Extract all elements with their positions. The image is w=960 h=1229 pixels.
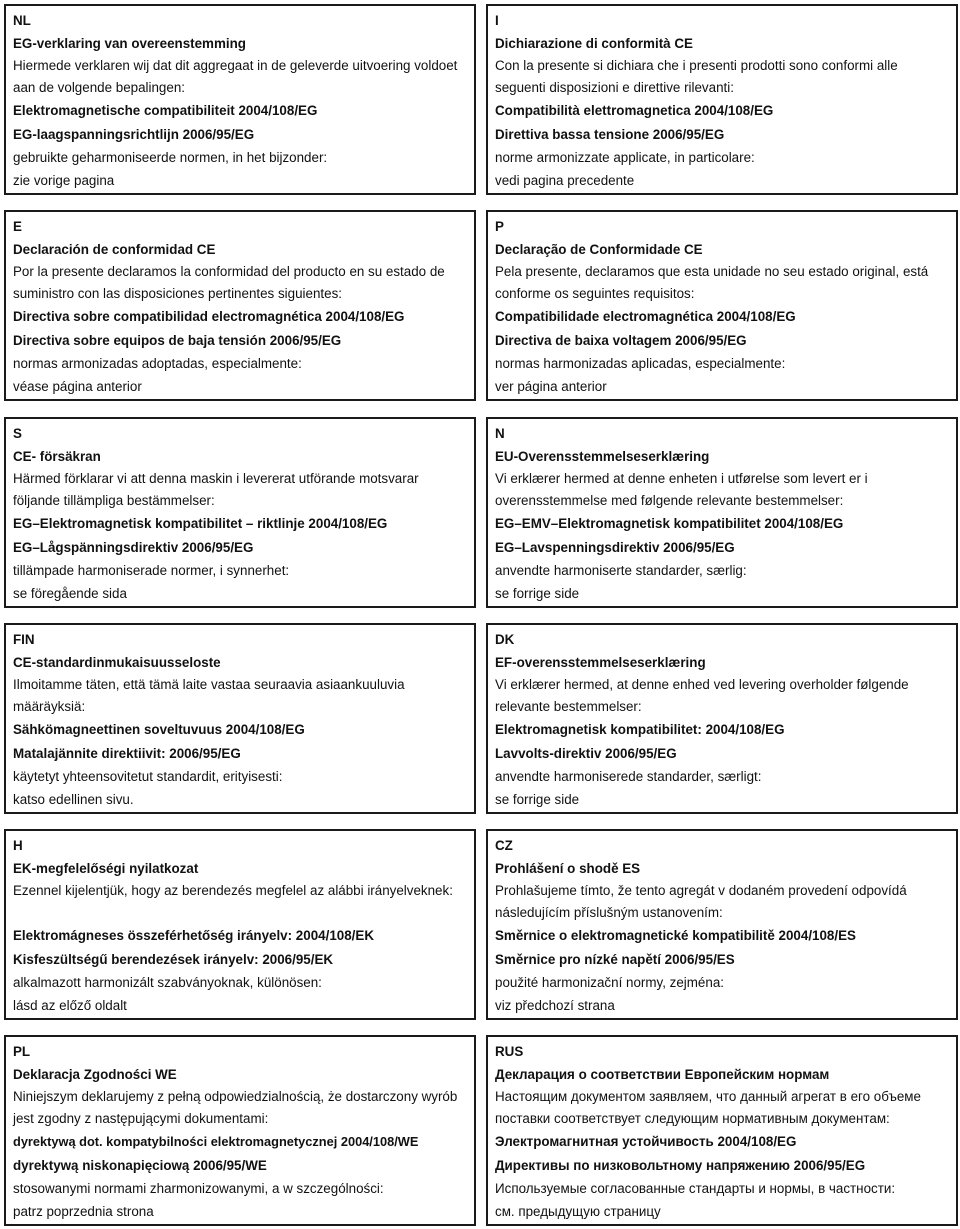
directive-emc: EG–EMV–Elektromagnetisk kompatibilitet 2004/108/EG <box>495 516 844 532</box>
directive-emc: Compatibilidade electromagnética 2004/108/EG <box>495 309 796 325</box>
language-code: CZ <box>495 838 513 853</box>
declaration-title: Declaração de Conformidade CE <box>495 242 703 258</box>
harmonized-norms-text: normas armonizadas adoptadas, especialmente: <box>13 355 302 371</box>
page-reference: viz předchozí strana <box>495 998 615 1014</box>
declaration-title: Декларация о соответствии Европейским нормам <box>495 1067 830 1083</box>
page-reference: lásd az előző oldalt <box>13 998 127 1014</box>
harmonized-norms-text: tillämpade harmoniserade normer, i synnerhet: <box>13 562 290 578</box>
page-reference: vedi pagina precedente <box>495 173 635 189</box>
declaration-i <box>486 4 958 195</box>
declaration-intro: Ezennel kijelentjük, hogy az berendezés megfelel az alábbi irányelveknek: <box>13 883 453 899</box>
declaration-cz <box>486 829 958 1020</box>
declaration-title: CE- försäkran <box>13 449 101 465</box>
directive-emc: Электромагнитная устойчивость 2004/108/EG <box>495 1134 797 1150</box>
declaration-e <box>4 210 476 401</box>
declaration-title: Deklaracja Zgodności WE <box>13 1067 177 1083</box>
declaration-intro: Niniejszym deklarujemy z pełną odpowiedzialnością, że dostarczony wyrób jest zgodny z następującymi dokumentami: <box>13 1089 458 1127</box>
language-code: I <box>495 13 499 28</box>
directive-emc: Compatibilità elettromagnetica 2004/108/EG <box>495 103 774 119</box>
directive-emc: Directiva sobre compatibilidad electromagnética 2004/108/EG <box>13 309 405 325</box>
declaration-intro: Vi erklærer hermed at denne enheten i utførelse som levert er i overensstemmelse med følgende relevante bestemmelser: <box>495 471 868 509</box>
language-code: H <box>13 838 23 853</box>
directive-emc: dyrektywą dot. kompatybilności elektromagnetycznej 2004/108/WE <box>13 1134 419 1150</box>
harmonized-norms-text: norme armonizzate applicate, in particolare: <box>495 149 755 165</box>
page-reference: se forrige side <box>495 792 580 808</box>
declaration-pl <box>4 1035 476 1226</box>
harmonized-norms-text: stosowanymi normami zharmonizowanymi, a w szczególności: <box>13 1180 384 1196</box>
declaration-intro: Ilmoitamme täten, että tämä laite vastaa seuraavia asiaankuuluvia määräyksiä: <box>13 677 405 715</box>
page-reference: ver página anterior <box>495 379 607 395</box>
harmonized-norms-text: käytetyt yhteensovitetut standardit, erityisesti: <box>13 768 283 784</box>
declaration-title: EG-verklaring van overeenstemming <box>13 36 246 52</box>
directive-emc: Elektromagnetische compatibiliteit 2004/108/EG <box>13 103 318 119</box>
declaration-fin <box>4 623 476 814</box>
directive-low-voltage: Directiva de baixa voltagem 2006/95/EG <box>495 332 747 348</box>
directive-low-voltage: Directiva sobre equipos de baja tensión 2006/95/EG <box>13 332 342 348</box>
declaration-s <box>4 417 476 608</box>
declaration-intro: Настоящим документом заявляем, что данный агрегат в его объеме поставки соответствует следующим нормативным документам: <box>495 1089 921 1127</box>
declaration-title: CE-standardinmukaisuusseloste <box>13 655 221 671</box>
declaration-intro: Con la presente si dichiara che i presenti prodotti sono conformi alle seguenti disposizioni e direttive rilevanti: <box>495 58 898 96</box>
language-code: FIN <box>13 632 35 647</box>
harmonized-norms-text: Используемые согласованные стандарты и нормы, в частности: <box>495 1180 896 1196</box>
harmonized-norms-text: použité harmonizační normy, zejména: <box>495 974 724 990</box>
harmonized-norms-text: normas harmonizadas aplicadas, especialmente: <box>495 355 786 371</box>
declaration-h <box>4 829 476 1020</box>
harmonized-norms-text: alkalmazott harmonizált szabványoknak, különösen: <box>13 974 322 990</box>
directive-low-voltage: EG–Lågspänningsdirektiv 2006/95/EG <box>13 539 254 555</box>
page-reference: se forrige side <box>495 586 580 602</box>
language-code: P <box>495 219 504 234</box>
page-reference: zie vorige pagina <box>13 173 115 189</box>
declaration-intro: Härmed förklarar vi att denna maskin i levererat utförande motsvarar följande tillämpliga bestämmelser: <box>13 471 419 509</box>
language-code: RUS <box>495 1044 524 1059</box>
page-reference: см. предыдущую страницу <box>495 1204 661 1220</box>
directive-low-voltage: Direttiva bassa tensione 2006/95/EG <box>495 126 725 142</box>
directive-low-voltage: EG–Lavspenningsdirektiv 2006/95/EG <box>495 539 735 555</box>
directive-emc: Elektromágneses összeférhetőség irányelv: 2004/108/EK <box>13 928 374 944</box>
directive-emc: Sähkömagneettinen soveltuvuus 2004/108/EG <box>13 722 305 738</box>
directive-low-voltage: Kisfeszültségű berendezések irányelv: 2006/95/EK <box>13 951 334 967</box>
page-reference: véase página anterior <box>13 379 142 395</box>
declaration-title: EK-megfelelőségi nyilatkozat <box>13 861 199 877</box>
directive-low-voltage: Směrnice pro nízké napětí 2006/95/ES <box>495 951 735 967</box>
declaration-title: Declaración de conformidad CE <box>13 242 216 258</box>
declaration-intro: Hiermede verklaren wij dat dit aggregaat in de geleverde uitvoering voldoet aan de volgende bepalingen: <box>13 58 458 96</box>
declaration-p <box>486 210 958 401</box>
declaration-title: Prohlášení o shodě ES <box>495 861 641 877</box>
declaration-title: EF-overensstemmelseserklæring <box>495 655 706 671</box>
directive-low-voltage: Директивы по низковольтному напряжению 2006/95/EG <box>495 1157 866 1173</box>
declaration-intro: Vi erklærer hermed, at denne enhed ved levering overholder følgende relevante bestemmelser: <box>495 677 909 715</box>
declaration-n <box>486 417 958 608</box>
declaration-intro: Por la presente declaramos la conformidad del producto en su estado de suministro con las disposiciones pertinentes siguientes: <box>13 264 445 302</box>
directive-low-voltage: EG-laagspanningsrichtlijn 2006/95/EG <box>13 126 255 142</box>
harmonized-norms-text: anvendte harmoniserte standarder, særlig: <box>495 562 747 578</box>
declaration-rus <box>486 1035 958 1226</box>
directive-low-voltage: dyrektywą niskonapięciową 2006/95/WE <box>13 1157 267 1173</box>
directive-emc: EG–Elektromagnetisk kompatibilitet – riktlinje 2004/108/EG <box>13 516 388 532</box>
directive-emc: Elektromagnetisk kompatibilitet: 2004/108/EG <box>495 722 785 738</box>
language-code: PL <box>13 1044 31 1059</box>
directive-low-voltage: Matalajännite direktiivit: 2006/95/EG <box>13 745 241 761</box>
language-code: NL <box>13 13 31 28</box>
directive-low-voltage: Lavvolts-direktiv 2006/95/EG <box>495 745 677 761</box>
declaration-dk <box>486 623 958 814</box>
declaration-intro: Prohlašujeme tímto, že tento agregát v dodaném provedení odpovídá následujícím příslušným ustanovením: <box>495 883 907 921</box>
language-code: S <box>13 426 22 441</box>
language-code: N <box>495 426 505 441</box>
harmonized-norms-text: anvendte harmoniserede standarder, særligt: <box>495 768 762 784</box>
declaration-intro: Pela presente, declaramos que esta unidade no seu estado original, está conforme os seguintes requisitos: <box>495 264 929 302</box>
declaration-title: EU-Overensstemmelseserklæring <box>495 449 710 465</box>
page-reference: patrz poprzednia strona <box>13 1204 154 1220</box>
directive-emc: Směrnice o elektromagnetické kompatibilitě 2004/108/ES <box>495 928 856 944</box>
declaration-title: Dichiarazione di conformità CE <box>495 36 693 52</box>
page-reference: katso edellinen sivu. <box>13 792 134 808</box>
language-code: E <box>13 219 22 234</box>
language-code: DK <box>495 632 515 647</box>
harmonized-norms-text: gebruikte geharmoniseerde normen, in het bijzonder: <box>13 149 328 165</box>
page-reference: se föregående sida <box>13 586 127 602</box>
declaration-nl <box>4 4 476 195</box>
